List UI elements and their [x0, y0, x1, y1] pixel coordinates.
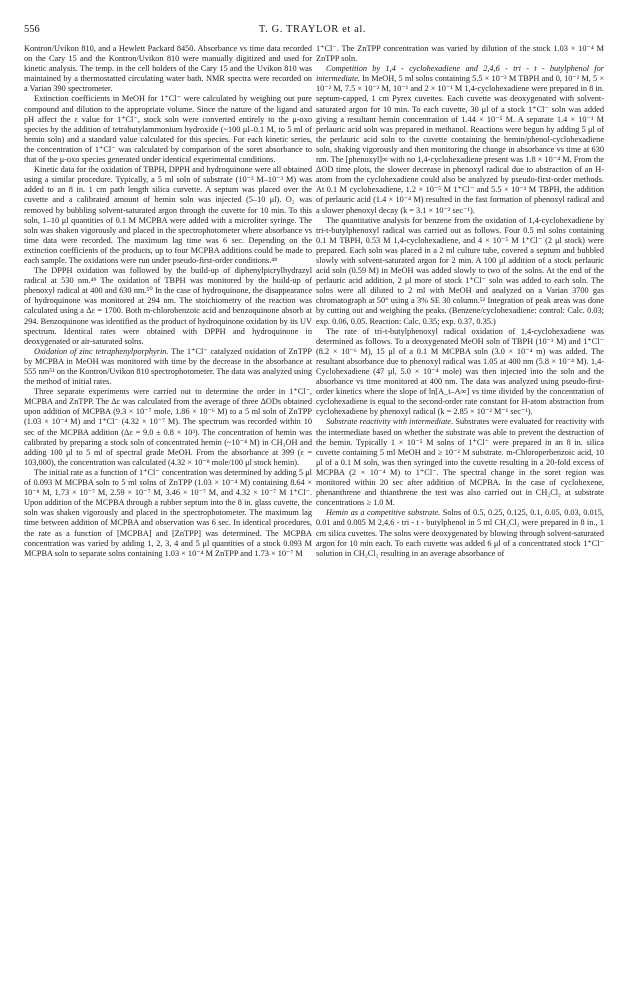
paragraph-text: Substrates were evaluated for reactivity with the intermediate based on whether the substrate was able to prevent the destruction of the hemin. Typically 1 × 10⁻⁵ M solns of 1⁺Cl⁻ were prepared in an 8 in. silica cuvette containing 5 ml MeOH and ≥ 10⁻² M substrate. m-Chloroperbenzoic acid, 10 μl of a 0.1 M soln, was then syringed into the cuvette resulting in a 20-fold excess of MCPBA (2 × 10⁻⁴ M) to 1⁺Cl⁻. The spectral change in the soret region was monitored within 20 sec after addition of MCPBA. In the case of cyclohexene, phenanthrene and thianthrene the test was also carried out in CH₂Cl₂ at substrate concentrations ≥ 1.0 M.: [316, 417, 604, 508]
paragraph: [316, 327, 604, 418]
paragraph-text: 1⁺Cl⁻. The ZnTPP concentration was varied by dilution of the stock 1.03 × 10⁻⁴ M ZnTPP soln.: [316, 44, 604, 64]
section-heading: Substrate reactivity with intermediate.: [326, 417, 454, 427]
paragraph: [316, 216, 604, 327]
section-heading: Oxidation of zinc tetraphenylporphyrin.: [34, 346, 169, 356]
paragraph: [24, 165, 312, 266]
paragraph: [316, 64, 604, 215]
running-head: T. G. TRAYLOR et al.: [258, 24, 367, 35]
paragraph: [316, 44, 604, 64]
paragraph-text: Kontron/Uvikon 810, and a Hewlett Packard 8450. Absorbance vs time data recorded on the Cary 15 and the Kontron/Uvikon 810 were manually digitized and used for kinetic analysis. The temp. in the cell holders of the Cary 15 and the Uvikon 810 was maintained by a thermostatted circulating water bath. NMR spectra were recorded on a Varian 390 spectrometer.: [24, 44, 312, 94]
paragraph: [24, 44, 312, 94]
paragraph: [24, 266, 312, 347]
paragraph: [24, 468, 312, 559]
paragraph-text: In MeOH, 5 ml solns containing 5.5 × 10⁻³ M TBPH and 0, 10⁻² M, 5 × 10⁻² M, 7.5 × 10⁻² M, 10⁻¹ and 2 × 10⁻¹ M 1,4-cyclohexadiene were prepared in 8 in. septum-capped, 1 cm Pyrex cuvettes. Each cuvette was deoxygenated with solvent-saturated argon for 10 min. To each cuvette, 30 μl of a stock 1⁺Cl⁻ soln was added giving a resultant hemin concentration of 1.44 × 10⁻⁵ M. A separate 1.4 × 10⁻¹ M perlauric acid soln was prepared in methanol. Reactions were begun by adding 5 μl of the perlauric acid soln to the cuvette containing the hemin/phenol-cyclohexadiene soln, shaking vigorously and then monitoring the change in absorbance vs time at 630 nm. The [phenoxyl]∞ with no 1,4-cyclohexadiene present was 1.8 × 10⁻⁴ M. From the ΔOD time plots, the slower decrease in phenoxyl radical due to abstraction of an H- atom from the cyclohexadiene could also be analyzed by pseudo-first-order methods. At 0.1 M cyclohexadiene, 1.2 × 10⁻⁵ M 1⁺Cl⁻ and 5.5 × 10⁻³ M TBPH, the addition of perlauric acid (1.4 × 10⁻⁴ M) resulted in the fast formation of phenoxyl radical and a slower phenoxyl decay (k = 3.1 × 10⁻² sec⁻¹).: [316, 74, 604, 215]
section-heading: Competition by 1,4 - cyclohexadiene and 2,4,6 - tri - t - butylphenol for intermediate.: [316, 64, 604, 84]
paragraph-text: Three separate experiments were carried out to determine the order in 1⁺Cl⁻, MCPBA and ZnTPP. The Δε was calculated from the average of three ΔODs obtained upon addition of MCPBA (9.3 × 10⁻⁷ mole, 1.86 × 10⁻⁶ M) to a 5 ml soln of ZnTPP (1.03 × 10⁻⁴ M) and 1⁺Cl⁻ (4.32 × 10⁻⁷ M). The spectrum was recorded within 10 sec of the MCPBA addition (Δε = 9.0 ± 0.8 × 10³). The concentration of hemin was calibrated by preparing a stock soln of concentrated hemin (~10⁻⁴ M) in CH₃OH and adding 100 μl to 5 ml of spectral grade MeOH. From the absorbance at 399 (ε = 103,000), the concentration was calculated (4.32 × 10⁻⁸ mole/100 μl stock hemin).: [24, 387, 312, 467]
paragraph-text: Kinetic data for the oxidation of TBPH, DPPH and hydroquinone were all obtained using a similar procedure. Typically, a 5 ml soln of substrate (10⁻² M–10⁻³ M) was added to an 8 in. 1 cm path length silica curvette. A septum was placed over the cuvette and a calibrated amount of hemin soln was injected (5–10 μl). O₂ was removed by bubbling solvent-saturated argon through the cuvette for 10 min. To this soln, 1–10 μl quantities of 0.1 M MCPBA were added with a microliter syringe. The soln was shaken vigorously and placed in the spectrophotometer where absorbance vs time data were recorded. The maximum lag time was 6 sec. Depending on the extinction coefficients of the products, up to four MCPBA additions could be made to each sample. The oxidations were run under pseudo-first-order conditions.⁴⁸: [24, 165, 312, 265]
paragraph-text: The quantitative analysis for benzene from the oxidation of 1,4-cyclohexadiene by tri-t-butylphenoxyl radical was carried out as follows. Four 0.5 ml solns containing 0.1 M TBPH, 0.53 M 1,4-cyclohexadiene, and 4 × 10⁻⁵ M 1⁺Cl⁻ (2 μl stock) were prepared. Each soln was placed in a 2 ml culture tube, covered a septum and bubbled slowly with solvent-saturated argon for 2 min. A 100 μl addition of a stock perlauric acid soln (0.59 M) in MeOH was added slowly to two of the solns. At the end of the perlauric acid addition, 2 μl more of stock 1⁺Cl⁻ soln was added to each soln. The solns were all diluted to 2 ml with MeOH and analyzed on a Varian 3700 gas chromatograph at 50° using a 3% SE 30 column.⁵² Integration of peak areas was done by cutting out and weighing the peaks. (Benzene/cyclohexadiene: control: Calc. 0.03; exp. 0.06, 0.05. Reaction: Calc. 0.35; exp. 0.37, 0.35.): [316, 215, 604, 326]
paragraph-text: The rate of tri-t-butylphenoxyl radical oxidation of 1,4-cyclohexadiene was determined as follows. To a deoxygenated MeOH soln of TBPH (10⁻³ M) and 1⁺Cl⁻ (8.2 × 10⁻⁶ M), 15 μl of a 0.1 M MCPBA soln (3.0 × 10⁻⁴ m) was added. The resultant absorbance due to phenoxyl radical was 1.05 at 400 nm (5.8 × 10⁻⁴ M). 1,4-Cyclohexadiene (47 μl, 5.0 × 10⁻⁴ mole) was then injected into the soln and the absorbance vs time monitored at 400 nm. The data was analyzed using pseudo-first-order kinetics where the slope of ln[A_t–A∞] vs time divided by the concentration of cyclohexadiene is equal to the second-order rate constant for H-atom abstraction from cyclohexadiene by phenoxyl radical (k = 2.85 × 10⁻² M⁻¹ sec⁻¹).: [316, 326, 604, 417]
page-number: 556: [24, 24, 40, 35]
paragraph-text: Extinction coefficients in MeOH for 1⁺Cl⁻ were calculated by weighing out pure compound and dilution to the appropriate volume. Since the nature of the ligand and pH affect the ε value for 1⁺Cl⁻, stock soln were converted entirely to the μ-oxo species by the addition of tetrabutylammonium hydroxide (~100 μl–0.1 M, to 5 ml of hemin soln) and a standard value calculated for this species. For each kinetic series, the concentration of 1⁺Cl⁻ was calculated by comparison of the soret absorbance to that of the μ-oxo species generated under identical experimental conditions.: [24, 94, 312, 165]
paragraph-text: The initial rate as a function of 1⁺Cl⁻ concentration was determined by adding 5 μl of 0.093 M MCPBA soln to 5 ml solns of ZnTPP (1.03 × 10⁻⁴ M) containing 8.64 × 10⁻⁸ M, 1.73 × 10⁻⁷ M, 2.59 × 10⁻⁷ M, 3.46 × 10⁻⁷ M, and 4.32 × 10⁻⁷ M 1⁺Cl⁻. Upon addition of the MCPBA through a rubber septum into the 8 in. glass cuvette, the soln was shaken vigorously and placed in the spectrophotometer. The maximum lag time between addition of MCPBA and observation was 6 sec. In identical procedures, the rate as a function of [MCPBA] and [ZnTPP] was determined. The MCPBA concentration was varied by adding 1, 2, 3, 4 and 5 μl quantities of a stock 0.093 M MCPBA soln to separate solns containing 1.03 × 10⁻⁴ M ZnTPP and 1.73 × 10⁻⁷ M: [24, 467, 312, 558]
paragraph-text: Solns of 0.5, 0.25, 0.125, 0.1, 0.05, 0.03, 0.015, 0.01 and 0.005 M 2,4,6 - tri - t - butylphenol in 5 ml CH₂Cl₂ were prepared in 8 in., 1 cm silica cuvettes. The solns were deoxygenated by blowing through solvent-saturated argon for 10 min each. To each cuvette was added 6 μl of a concentrated stock 1⁺Cl⁻ solution in CH₂Cl₂ resulting in an average absorbance of: [316, 508, 604, 558]
paragraph: [316, 508, 604, 558]
paragraph-text: The DPPH oxidation was followed by the build-up of diphenylpicrylhydrazyl radical at 530 nm.⁴⁹ The oxidation of TBPH was monitored by the build-up of phenoxyl radical at 400 and 630 nm.⁵⁰ In the case of hydroquinone, the disappearance of hydroquinone was monitored at 294 nm. The stoichiometry of the reaction was calculated using a Δε = 1700. Both m-chlorobenzoic acid and benzoquinone absorb at 294. Benzoquinone was identified as the product of hydroquinone oxidation by its UV spectrum. Identical rates were obtained with DPPH and hydroquinone in deoxygenated or air-saturated solns.: [24, 266, 312, 346]
paragraph: [24, 387, 312, 468]
paragraph: [316, 417, 604, 508]
section-heading: Hemin as a competitive substrate.: [326, 508, 441, 518]
right-column: [316, 44, 604, 559]
left-column: [24, 44, 312, 559]
paragraph: [24, 347, 312, 387]
paragraph-text: The 1⁺Cl⁻ catalyzed oxidation of ZnTPP by MCPBA in MeOH was monitored with time by the decrease in the absorbance at 555 nm⁵¹ on the Kontron/Uvikon 810 spectrophotometer. The data was analyzed using the method of initial rates.: [24, 346, 312, 387]
paragraph: [24, 94, 312, 165]
page-header: [24, 24, 601, 38]
